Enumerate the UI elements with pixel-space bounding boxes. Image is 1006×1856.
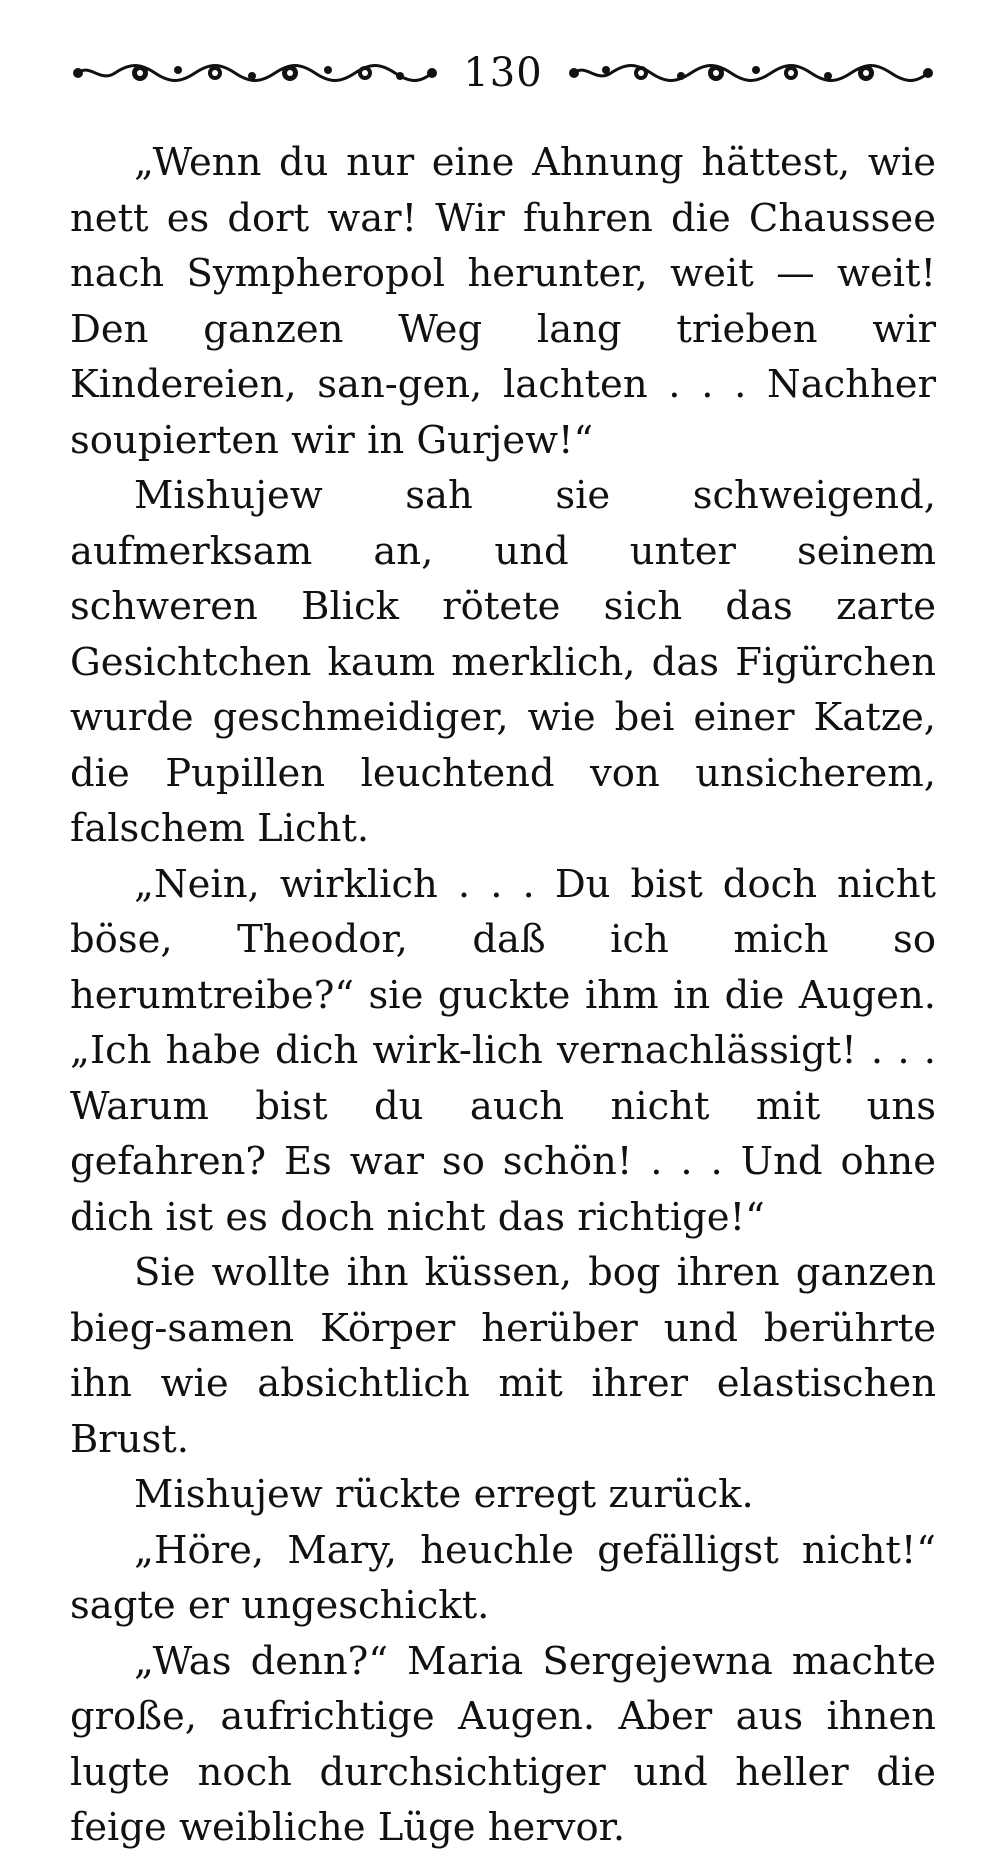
paragraph-7: „Was denn?“ Maria Sergejewna machte große, aufrichtige Augen. Aber aus ihnen lugte noch durchsichtiger und heller die feige weibliche Lüge hervor.	[70, 1638, 936, 1850]
left-ornament-icon	[70, 58, 440, 88]
paragraph-5: Mishujew rückte erregt zurück.	[134, 1472, 754, 1517]
page-text	[70, 135, 936, 1856]
right-ornament-icon	[566, 58, 936, 88]
paragraph-3: „Nein, wirklich . . . Du bist doch nicht böse, Theodor, daß ich mich so herumtreibe?“ sie guckte ihm in die Augen. „Ich habe dich wirk-lich vernachlässigt! . . . Warum bist du auch nicht mit uns gefahren? Es war so schön! . . . Und ohne dich ist es doch nicht das richtige!“	[70, 861, 936, 1240]
page-header	[70, 48, 936, 98]
page-number: 130	[463, 50, 543, 96]
paragraph-6: „Höre, Mary, heuchle gefälligst nicht!“ sagte er ungeschickt.	[70, 1527, 936, 1628]
paragraph-4: Sie wollte ihn küssen, bog ihren ganzen bieg-samen Körper herüber und berührte ihn wie absichtlich mit ihrer elastischen Brust.	[70, 1250, 936, 1462]
paragraph-1: „Wenn du nur eine Ahnung hättest, wie nett es dort war! Wir fuhren die Chaussee nach Sympheropol herunter, weit — weit! Den ganzen Weg lang trieben wir Kindereien, san-gen, lachten . . . Nachher soupierten wir in Gurjew!“	[70, 140, 936, 463]
paragraph-2: Mishujew sah sie schweigend, aufmerksam an, und unter seinem schweren Blick rötete sich das zarte Gesichtchen kaum merklich, das Figürchen wurde geschmeidiger, wie bei einer Katze, die Pupillen leuchtend von unsicherem, falschem Licht.	[70, 473, 936, 851]
